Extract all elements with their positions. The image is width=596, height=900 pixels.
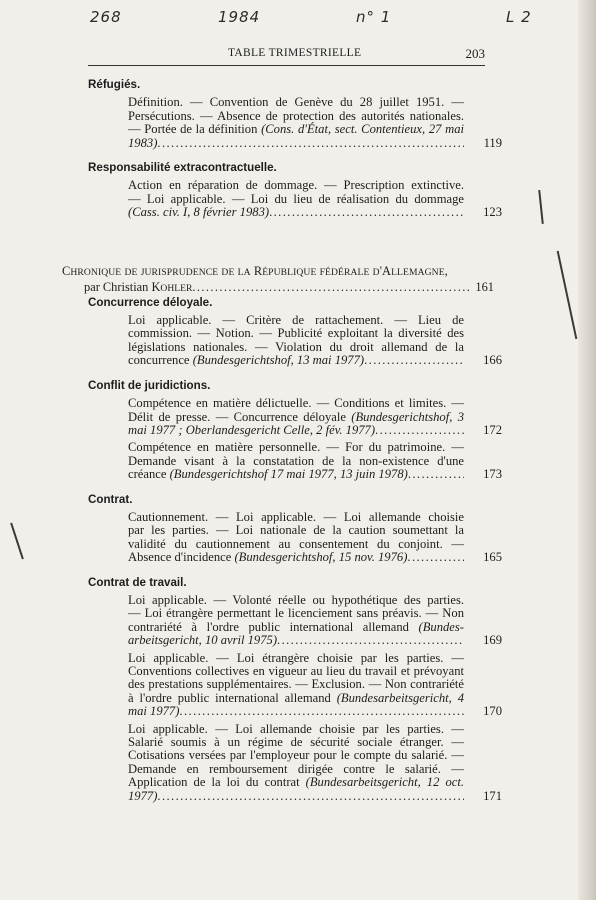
entry-last-line — [128, 424, 464, 437]
index-section — [88, 576, 502, 804]
entry-last-line — [128, 354, 464, 367]
entry-text-line: Conventions collectives en vigueur au lieu du travail et prévoyant — [128, 664, 464, 678]
index-section — [88, 296, 502, 368]
entry-last-line — [128, 634, 464, 647]
entry-text-line: Application de la loi du contrat (Bundesarbeitsgericht, 12 oct. — [128, 775, 464, 790]
entry-text-line: validité du cautionnement au consentement du conjoint. — — [128, 536, 464, 551]
leader-dots — [277, 634, 464, 647]
leader-dots — [269, 206, 464, 219]
entry-text-line: Persécutions. — Absence de protection des autorités nationales. — [128, 108, 464, 123]
index-entry — [128, 721, 502, 803]
header-rule — [88, 65, 485, 66]
chronique-author: par Christian KOHLER — [84, 279, 193, 294]
index-entry — [128, 650, 502, 719]
entry-citation: 1977) — [128, 788, 158, 803]
entry-text-line: — Loi applicable. — Loi du lieu de réalisation du dommage — [128, 191, 464, 206]
leader-dots — [375, 424, 464, 437]
entry-page-number: 119 — [483, 135, 502, 150]
index-entry — [128, 592, 502, 648]
section-heading: Concurrence déloyale. — [88, 295, 213, 309]
entry-page-number: 171 — [483, 788, 502, 803]
margin-pencil-mark — [557, 251, 577, 339]
entry-text-line: des prestations supplémentaires. — Exclusion. — Non contrariété — [128, 677, 464, 692]
entry-text-line: Loi applicable. — Loi étrangère choisie par les parties. — — [128, 650, 464, 665]
entry-citation: 1983) — [128, 135, 158, 150]
scan-page-edge — [578, 0, 596, 900]
entry-text-line: — Loi étrangère permettant le licenciement sans préavis. — Non — [128, 606, 464, 621]
entry-text-line: Compétence en matière délictuelle. — Conditions et limites. — — [128, 396, 464, 411]
entry-citation: arbeitsgericht, 10 avril 1975) — [128, 633, 278, 648]
entry-citation: Absence d'incidence (Bundesgerichtshof, 15 nov. 1976) — [128, 550, 408, 565]
leader-dots — [408, 468, 464, 481]
entry-text-line: Loi applicable. — Loi allemande choisie par les parties. — — [128, 721, 464, 736]
entry-page-number: 123 — [483, 205, 502, 220]
section-heading: Conflit de juridictions. — [88, 378, 211, 392]
entry-citation: créance (Bundesgerichtshof 17 mai 1977, 13 juin 1978) — [128, 467, 408, 482]
entry-citation: mai 1977) — [128, 704, 180, 719]
entry-text-line: par les parties. — Loi nationale de la caution soumettant la — [128, 523, 464, 538]
entry-text-line: législations nationales. — Violation du droit allemand de la — [128, 339, 464, 354]
entry-text-line: contrariété à l'ordre public international allemand (Bundes- — [128, 619, 464, 634]
chronique-title-text: CHRONIQUE DE JURISPRUDENCE DE LA RÉPUBLIQUE FÉDÉRALE D'ALLEMAGNE, — [62, 263, 448, 278]
leader-dots — [192, 280, 469, 296]
section-heading: Contrat de travail. — [88, 575, 187, 589]
leader-dots — [407, 551, 464, 564]
margin-pencil-mark — [10, 523, 24, 560]
index-entry — [128, 178, 502, 220]
entry-text-line: Demande en remboursement dirigée contre le salarié. — — [128, 761, 464, 776]
index-entry — [128, 95, 502, 150]
entry-text-line: Définition. — Convention de Genève du 28 juillet 1951. — — [128, 95, 464, 110]
handwritten-note-year: 1984 — [218, 8, 261, 26]
entry-text-line: Loi applicable. — Volonté réelle ou hypothétique des parties. — [128, 592, 464, 607]
entry-citation: mai 1977 ; Oberlandesgericht Celle, 2 fév. 1977) — [128, 422, 376, 437]
chronique-title — [62, 264, 502, 280]
leader-dots — [157, 137, 464, 150]
index-section — [88, 493, 502, 565]
entry-last-line — [128, 705, 464, 718]
handwritten-note-right: L 2 — [506, 8, 532, 26]
entry-last-line — [128, 551, 464, 564]
chronique-page: 161 — [475, 279, 494, 294]
entry-page-number: 172 — [483, 422, 502, 437]
handwritten-note-left: 268 — [90, 8, 122, 26]
index-part-one — [62, 78, 502, 220]
page-number: 203 — [465, 46, 485, 61]
entry-last-line — [128, 790, 464, 803]
section-heading: Contrat. — [88, 492, 133, 506]
entry-text-line: Demande visant à la constatation de la non-existence d'une — [128, 453, 464, 468]
entry-text-line: Délit de presse. — Concurrence déloyale (Bundesgerichtshof, 3 — [128, 409, 464, 424]
entry-text-line: Compétence en matière personnelle. — For du patrimoine. — — [128, 440, 464, 455]
entry-page-number: 170 — [483, 704, 502, 719]
entry-page-number: 166 — [483, 353, 502, 368]
leader-dots — [157, 790, 464, 803]
entry-last-line — [128, 468, 464, 481]
index-part-two — [62, 296, 502, 803]
index-section — [88, 379, 502, 482]
index-section — [88, 78, 502, 150]
header-title: TABLE TRIMESTRIELLE — [228, 47, 362, 59]
index-entry — [128, 509, 502, 565]
handwritten-note-number: n° 1 — [356, 8, 392, 26]
entry-last-line — [128, 137, 464, 150]
section-heading: Responsabilité extracontractuelle. — [88, 161, 277, 175]
entry-text-line: commission. — Notion. — Publicité exploitant la diversité des — [128, 326, 464, 341]
chronique-entry — [62, 264, 502, 296]
entry-citation: concurrence (Bundesgerichtshof, 13 mai 1977) — [128, 353, 365, 368]
entry-text-line: Cotisations versées par l'employeur pour le compte du salarié. — — [128, 748, 464, 763]
entry-text-line: Loi applicable. — Critère de rattachement. — Lieu de — [128, 313, 464, 328]
index-entry — [128, 440, 502, 482]
entry-text-line: à l'ordre public international allemand (Bundesarbeitsgericht, 4 — [128, 690, 464, 705]
index-entry — [128, 313, 502, 368]
entry-last-line — [128, 206, 464, 219]
entry-page-number: 165 — [483, 550, 502, 565]
leader-dots — [179, 705, 464, 718]
entry-text-line: Cautionnement. — Loi applicable. — Loi allemande choisie — [128, 509, 464, 524]
leader-dots — [364, 354, 464, 367]
entry-text-line: Action en réparation de dommage. — Prescription extinctive. — [128, 178, 464, 193]
entry-text-line: Salarié soumis à un régime de sécurité sociale étranger. — — [128, 735, 464, 750]
entry-citation: (Cass. civ. I, 8 février 1983) — [128, 205, 270, 220]
chronique-author-row — [84, 280, 494, 296]
section-heading: Réfugiés. — [88, 78, 141, 91]
margin-pencil-mark — [538, 190, 543, 224]
entry-page-number: 169 — [483, 633, 502, 648]
entry-text-line: — Portée de la définition (Cons. d'État, sect. Contentieux, 27 mai — [128, 122, 464, 137]
index-content — [62, 78, 502, 807]
entry-page-number: 173 — [483, 467, 502, 482]
index-entry — [128, 396, 502, 437]
index-section — [88, 161, 502, 220]
